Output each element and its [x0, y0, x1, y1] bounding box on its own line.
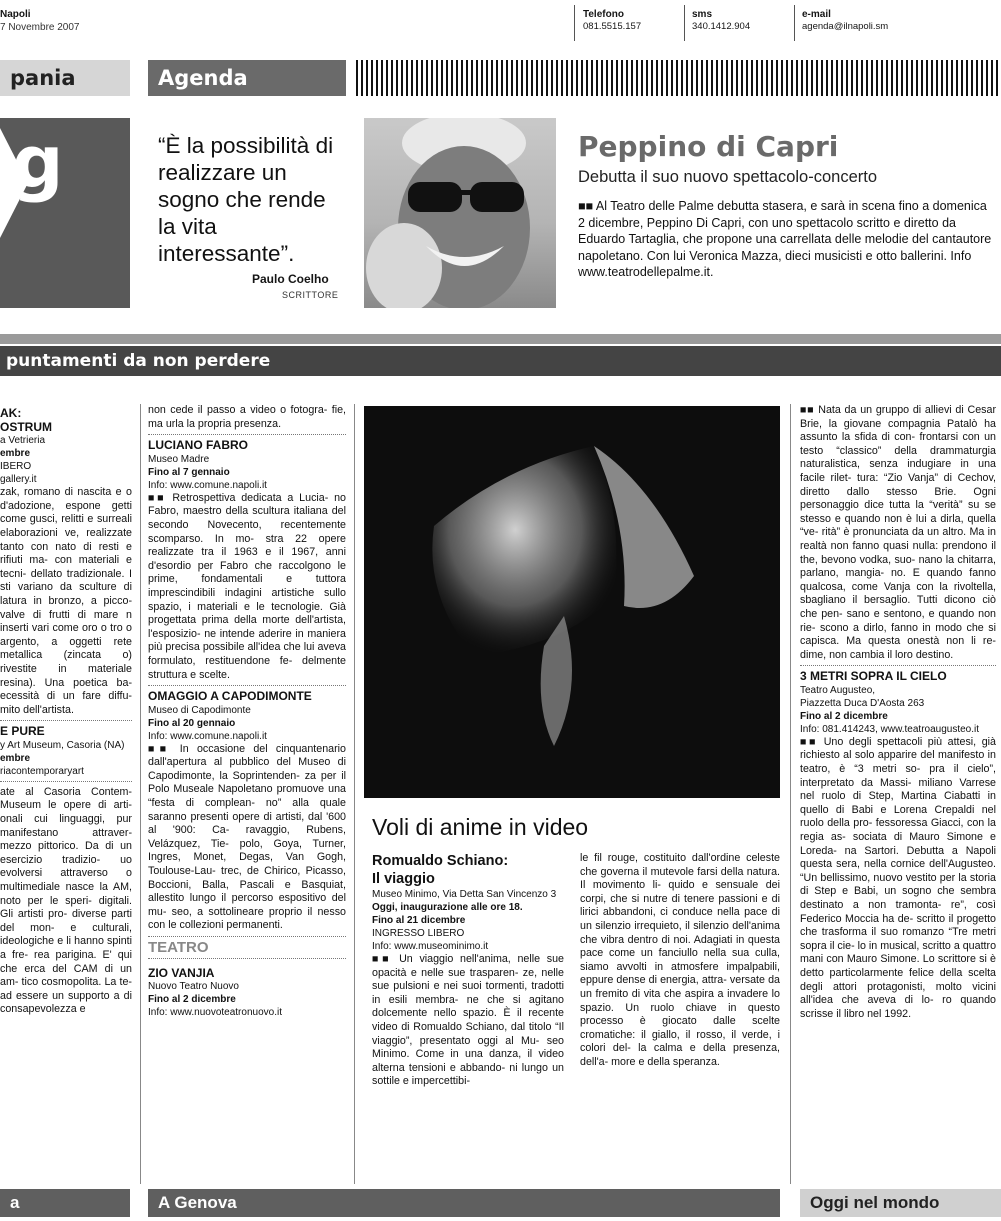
- artwork-photo: [364, 406, 780, 798]
- divider: [574, 5, 575, 41]
- event-title: E PURE: [0, 724, 45, 739]
- story-body: le fil rouge, costituito dall'ordine celeste che governa il mutevole farsi della natura. Il movimento li- quido e sensuale dei corpi, che si nutre di tenere passioni e di lirici abbandoni, ci conduce nella pace di un silenzio irrequieto, il silenzio dell'anima che vibra dentro di noi. Adagiati in questa pace come un fanciullo nella sua culla, siamo avvolti in atmosfere impalpabili, eppure dense di energia, attra- versate da un fremito di vita che aspira a invadere lo spazio. Un ruolo chiave in questo processo è giocato dalle scelte cromatiche: il giallo, il rosso, il verde, i colori del- la calma e della presenza, dell'a- more e della speranza.: [580, 852, 780, 1068]
- event-body: ■■ Uno degli spettacoli più attesi, già richiesto al solo apparire del manifesto in teatro, è “3 metri so- pra il cielo”, interpretato da Massi- miliano Varrese nel ruolo di Step, Martina Ciabatti in quello di Babi e Lorena Crepaldi nel ruolo della pro- fessoressa Giacci, con la regia as- sociata di Mauro Simone e Loreda- na Sartori. Debutta a Napoli questa sera, nella cornice dell'Augusteo. “Un bellissimo, nuovo vestito per la storia di Step e Babi, un sogno che sembra destinato a non tramonta- re”, così Federico Moccia ha de- scritto il progetto che trasforma il suo romanzo “Tre metri sopra il cie- lo in musical, scritto a quattro mani con Mauro Simone. Lo scrittore si è detto particolarmente felice della scelta degli attori protagonisti, molto vicini all'idea che aveva di lo- ro quando scrisse il libro nel 1992.: [800, 735, 996, 1020]
- event-title: 3 METRI SOPRA IL CIELO: [800, 669, 947, 684]
- event-venue: Nuovo Teatro Nuovo: [148, 981, 239, 993]
- email-contact: [802, 9, 888, 33]
- dotted-divider: [0, 720, 132, 721]
- column-divider: [140, 404, 141, 1184]
- dotted-divider: [148, 434, 346, 435]
- phone-contact: [583, 9, 641, 33]
- quote-text: “È la possibilità di realizzare un sogno che rende la vita interessante”.: [158, 133, 334, 266]
- column-1: [0, 404, 132, 1184]
- event-body: ate al Casoria Contem- Museum le opere di arti- onali cui linguaggi, pur manifestano attraver- mezzo pittorico. Da di un esercizio tradizio- uo evolversi attraverso o multimediale nasce la AM, noto per le speri- digitali. Gli artisti pro- diverse parti del mon- e culturali, ideologiche e li hanno spinti a fre- rea parigina. E' qui che erca del CAM di un am- tico cosmopolita. La te- ad essere un supporto a di consapevolezza e: [0, 785, 132, 1016]
- story-subtitle: Il viaggio: [372, 871, 435, 887]
- event-dates: embre: [0, 448, 31, 460]
- event-dates: embre: [0, 752, 31, 764]
- event-entry: IBERO: [0, 461, 32, 473]
- feature-title: Peppino di Capri: [578, 130, 839, 163]
- appuntamenti-band: puntamenti da non perdere: [0, 346, 1001, 376]
- event-body: ■■ In occasione del cinquantenario dall'apertura al pubblico del Museo di Capodimonte, la Soprintenden- za per il Polo Museale Napoletano promuove una “festa di complean- no” alla quale saranno presenti opere di artisti, dal '600 al '900: Ca- ravaggio, Rubens, Velázquez, Tie- polo, Goya, Turner, Ingres, Monet, Degas, Van Gogh, Toulouse-Lau- trec, de Chirico, Picasso, Boccioni, Balla, Pascali e Basquiat, allestito lungo il percorso espositivo del mu- seo, a sottolineare proprio il nesso con le collezioni permanenti.: [148, 742, 346, 932]
- bottom-band-left: a: [0, 1189, 130, 1217]
- column-4: [800, 404, 996, 1189]
- feature-subtitle: Debutta il suo nuovo spettacolo-concerto: [578, 168, 878, 186]
- event-dates: Fino al 2 dicembre: [800, 710, 888, 722]
- story-column-b: [580, 852, 780, 1182]
- event-venue: Museo Madre: [148, 453, 210, 465]
- event-info: gallery.it: [0, 474, 37, 486]
- event-body: ■■ Nata da un gruppo di allievi di Cesar Brie, la giovane compagnia Patalò ha assunto la sfida di con- frontarsi con un testo “classico” della drammaturgia naturalistica, senza indugiare in una facile rilet- tura: “Zio Vanja” di Cechov, diretto dallo stesso Brie. Ogni personaggio dice tutta la “verità” su se stesso e quando non è lui a dirla, quella “ve- rità” è pronunciata da un altro. Ma in realtà non fanno quasi nulla: prendono il the, bevono vodka, suo- nano la chitarra, parlano, mangia- no. E quando fanno qualcosa, come Vanja con la rivoltella, sbagliano il bersaglio. Tutti dicono ciò che pen- sano e sentono, e quando non rie- scono a dirlo, fanno in modo che si capisca. Ma questa onestà non li re- dime, non cambia il loro destino.: [800, 404, 996, 661]
- event-venue: y Art Museum, Casoria (NA): [0, 739, 125, 751]
- column-2: [148, 404, 346, 1184]
- story-venue: Museo Minimo, Via Detta San Vincenzo 3: [372, 889, 557, 900]
- event-title: LUCIANO FABRO: [148, 438, 248, 453]
- side-graphic: [0, 118, 130, 308]
- event-title: OMAGGIO A CAPODIMONTE: [148, 689, 312, 704]
- divider: [684, 5, 685, 41]
- feature-body: ■■ Al Teatro delle Palme debutta stasera, e sarà in scena fino a domenica 2 dicembre, Peppino Di Capri, con uno spettacolo scritto e diretto da Eduardo Tartaglia, che propone una carrellata delle melodie del cantautore napoletano. Con lui Veronica Mazza, dieci musicisti e otto ballerini. Info www.teatrodellepalme.it.: [578, 199, 992, 279]
- section-heading-teatro: TEATRO: [148, 939, 209, 956]
- column-divider: [790, 404, 791, 1184]
- story-body: ■■ Un viaggio nell'anima, nelle sue opacità e nelle sue trasparen- ze, nelle sue pulsioni e nei suoi tormenti, tradotti in esili membra- ne che si agitano dolcemente nello spazio. È il recente video di Romualdo Schiano, dal titolo “Il viaggio”, presentato oggi al Mu- seo Minimo. Come in una danza, il video alterna tensioni e abbando- ni lungo un sottile e impercettibi-: [372, 953, 564, 1088]
- divider: [794, 5, 795, 41]
- quote-role: SCRITTORE: [282, 290, 339, 300]
- story-subtitle: Romualdo Schiano:: [372, 853, 509, 869]
- dotted-divider: [148, 958, 346, 959]
- story-today: Oggi, inaugurazione alle ore 18.: [372, 902, 523, 913]
- dotted-divider: [0, 781, 132, 782]
- issue-date: 7 Novembre 2007: [0, 22, 80, 33]
- event-venue: Teatro Augusteo,: [800, 684, 876, 696]
- event-title: ZIO VANJIA: [148, 965, 215, 980]
- event-dates: Fino al 7 gennaio: [148, 466, 230, 478]
- city-label: Napoli: [0, 9, 31, 20]
- event-title: AK:: [0, 406, 22, 420]
- section-band-left: pania: [0, 60, 130, 96]
- event-info: Info: 081.414243, www.teatroaugusteo.it: [800, 723, 980, 735]
- side-letter: g: [12, 120, 64, 204]
- section-band-agenda: Agenda: [148, 60, 346, 96]
- sms-contact: [692, 9, 750, 33]
- dotted-divider: [148, 685, 346, 686]
- event-venue: a Vetrieria: [0, 435, 46, 447]
- event-title: OSTRUM: [0, 419, 52, 434]
- event-body: zak, romano di nascita e o d'adozione, espone getti come gusci, relitti e surreali elaborazioni ve, realizzate tanto con nato di resti e rifiuti ma- con materiali e tecni- dellato tradizionale. I sti variano da sculture di latura in bronzo, a picco- valve di frutti di mare n inserti vari come oro o tro o argento, a oggetti rete metallica (zincata o) rivestite in materiale resina). Una poetica ba- ecessità di un fare diffu- mito dell'artista.: [0, 486, 132, 716]
- phone-number: 081.5515.157: [583, 21, 642, 32]
- story-dates: Fino al 21 dicembre: [372, 915, 466, 926]
- event-venue: Piazzetta Duca D'Aosta 263: [800, 697, 925, 709]
- intro-text: non cede il passo a video o fotogra- fie, ma urla la propria presenza.: [148, 404, 346, 430]
- artwork-illustration: [364, 406, 780, 798]
- column-divider: [354, 404, 355, 1184]
- event-dates: Fino al 2 dicembre: [148, 994, 236, 1006]
- story-column-a: [372, 852, 564, 1192]
- email-address: agenda@ilnapoli.sm: [802, 21, 889, 32]
- story-title: Voli di anime in video: [372, 814, 589, 840]
- sms-label: sms: [692, 9, 713, 20]
- hatched-band: [356, 60, 1001, 96]
- event-dates: Fino al 20 gennaio: [148, 717, 236, 729]
- event-info: Info: www.nuovoteatronuovo.it: [148, 1007, 282, 1019]
- dotted-divider: [800, 665, 996, 666]
- quote-author: Paulo Coelho: [252, 272, 329, 286]
- event-venue: Museo di Capodimonte: [148, 704, 251, 716]
- story-info: Info: www.museominimo.it: [372, 941, 489, 952]
- portrait-photo: [364, 118, 556, 308]
- rule: [0, 334, 1001, 344]
- bottom-band-mondo: Oggi nel mondo: [800, 1189, 1001, 1217]
- bottom-band-genova: A Genova: [148, 1189, 780, 1217]
- portrait-illustration: [364, 118, 556, 308]
- story-entry: INGRESSO LIBERO: [372, 928, 465, 939]
- email-label: e-mail: [802, 9, 831, 20]
- sms-number: 340.1412.904: [692, 21, 751, 32]
- event-info: riacontemporaryart: [0, 765, 84, 777]
- event-info: Info: www.comune.napoli.it: [148, 479, 267, 491]
- event-body: ■■ Retrospettiva dedicata a Lucia- no Fabro, maestro della scultura italiana del secondo Novecento, recentemente scomparso. In mo- stra 22 opere realizzate tra il 1963 e il 1967, anni d'esordio per Fabro che raccolgono le prime, fondamentali e tuttora imprescindibili indagini artistiche sullo spazio, i materiali e le tecnologie. Già progettata prima della morte dell'artista, l'esposizio- ne intende aderire in maniera più precisa possibile all'idea che lui aveva formulato, restituendone fe- delmente struttura e scelte.: [148, 491, 346, 681]
- event-info: Info: www.comune.napoli.it: [148, 730, 267, 742]
- phone-label: Telefono: [583, 9, 624, 20]
- dotted-divider: [148, 936, 346, 937]
